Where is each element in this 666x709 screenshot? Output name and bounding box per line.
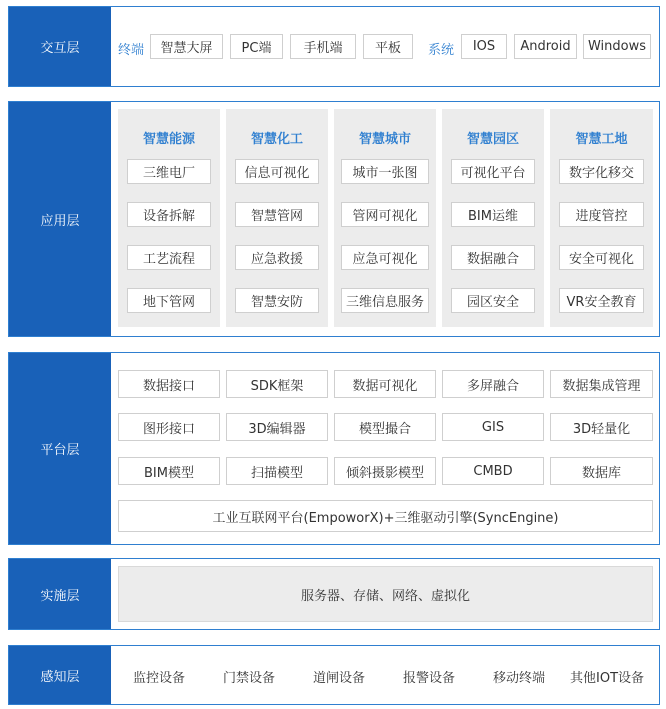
- app-column: [334, 109, 436, 327]
- app-item: VR安全教育: [559, 288, 644, 313]
- system-item: Android: [514, 34, 577, 59]
- layer-label: 实施层: [9, 559, 111, 629]
- app-item: 智慧管网: [235, 202, 319, 227]
- app-column: [118, 109, 220, 327]
- terminal-item: 智慧大屏: [150, 34, 223, 59]
- app-column: [442, 109, 544, 327]
- app-column-title: 智慧城市: [358, 132, 411, 147]
- perception-item: 报警设备: [403, 671, 456, 686]
- perception-layer: [8, 645, 660, 705]
- terminal-item: PC端: [230, 34, 283, 59]
- terminal-item: 手机端: [290, 34, 356, 59]
- platform-item: BIM模型: [118, 457, 220, 485]
- app-column-title: 智慧园区: [466, 132, 519, 147]
- layer-label: 应用层: [9, 102, 111, 336]
- platform-item: 数据可视化: [334, 370, 436, 398]
- platform-item: 3D编辑器: [226, 413, 328, 441]
- platform-item: 数据集成管理: [550, 370, 653, 398]
- app-column-title: 智慧工地: [575, 132, 628, 147]
- app-item: BIM运维: [451, 202, 535, 227]
- app-item: 应急救援: [235, 245, 319, 270]
- implementation-layer-body: [111, 559, 659, 629]
- app-column: [550, 109, 653, 327]
- platform-item: 倾斜摄影模型: [334, 457, 436, 485]
- app-item: 应急可视化: [341, 245, 429, 270]
- app-column-title: 智慧化工: [250, 132, 303, 147]
- app-item: 数字化移交: [559, 159, 644, 184]
- platform-item: 扫描模型: [226, 457, 328, 485]
- app-item: 信息可视化: [235, 159, 319, 184]
- perception-item: 其他IOT设备: [570, 671, 645, 686]
- platform-footer-bar: 工业互联网平台(EmpoworX)+三维驱动引擎(SyncEngine): [118, 500, 653, 532]
- interaction-layer: [8, 6, 660, 87]
- app-item: 三维信息服务: [341, 288, 429, 313]
- platform-layer-body: [111, 353, 659, 544]
- platform-item: 多屏融合: [442, 370, 544, 398]
- terminal-item: 平板: [363, 34, 413, 59]
- system-label: 系统: [428, 43, 455, 58]
- app-item: 安全可视化: [559, 245, 644, 270]
- implementation-panel: 服务器、存储、网络、虚拟化: [118, 566, 653, 622]
- app-item: 数据融合: [451, 245, 535, 270]
- system-item: Windows: [583, 34, 651, 59]
- perception-item: 监控设备: [133, 671, 186, 686]
- app-column: [226, 109, 328, 327]
- app-item: 园区安全: [451, 288, 535, 313]
- system-item: IOS: [461, 34, 507, 59]
- platform-item: 3D轻量化: [550, 413, 653, 441]
- terminal-label: 终端: [118, 43, 145, 58]
- layer-label: 感知层: [9, 646, 111, 704]
- app-item: 工艺流程: [127, 245, 211, 270]
- platform-item: 图形接口: [118, 413, 220, 441]
- interaction-layer-body: [111, 7, 659, 86]
- perception-item: 道闸设备: [313, 671, 366, 686]
- app-item: 进度管控: [559, 202, 644, 227]
- platform-item: CMBD: [442, 457, 544, 485]
- implementation-layer: [8, 558, 660, 630]
- platform-layer: [8, 352, 660, 545]
- application-layer: [8, 101, 660, 337]
- app-item: 可视化平台: [451, 159, 535, 184]
- platform-item: 数据接口: [118, 370, 220, 398]
- layer-label: 交互层: [9, 7, 111, 86]
- platform-item: 模型撮合: [334, 413, 436, 441]
- perception-layer-body: [111, 646, 659, 704]
- platform-item: GIS: [442, 413, 544, 441]
- platform-item: SDK框架: [226, 370, 328, 398]
- platform-item: 数据库: [550, 457, 653, 485]
- app-item: 地下管网: [127, 288, 211, 313]
- application-layer-body: [111, 102, 659, 336]
- layer-label: 平台层: [9, 353, 111, 544]
- app-item: 设备拆解: [127, 202, 211, 227]
- perception-item: 门禁设备: [223, 671, 276, 686]
- perception-item: 移动终端: [493, 671, 546, 686]
- app-item: 城市一张图: [341, 159, 429, 184]
- app-item: 三维电厂: [127, 159, 211, 184]
- app-item: 智慧安防: [235, 288, 319, 313]
- app-column-title: 智慧能源: [142, 132, 195, 147]
- app-item: 管网可视化: [341, 202, 429, 227]
